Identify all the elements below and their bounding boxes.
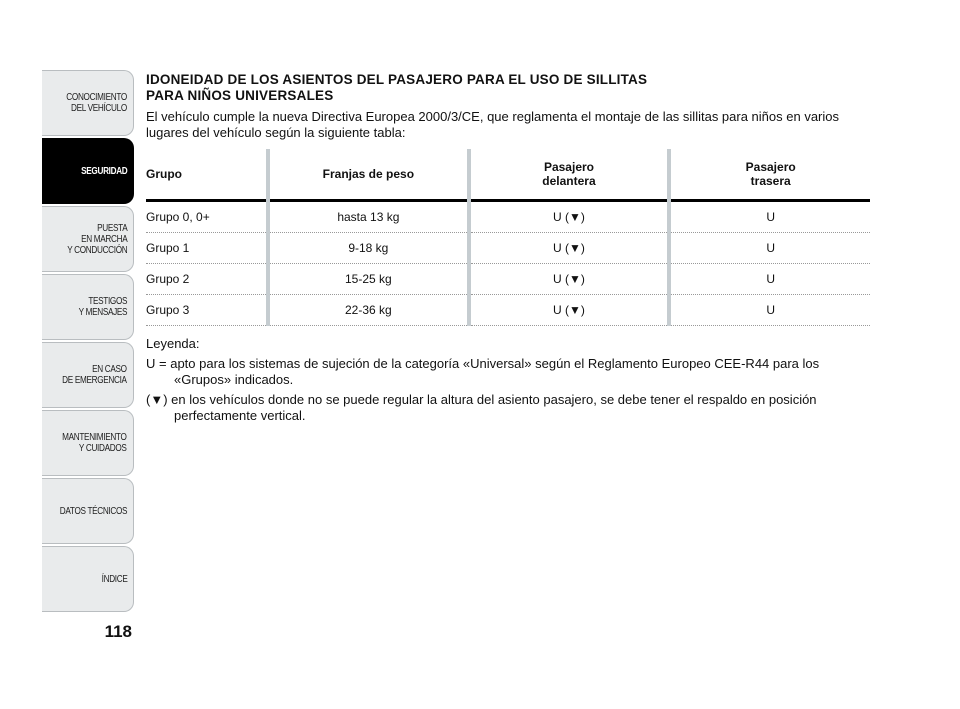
cell-grupo: Grupo 1 xyxy=(146,233,268,264)
cell-grupo: Grupo 2 xyxy=(146,264,268,295)
tab-seguridad[interactable] xyxy=(42,138,134,204)
tab-datos-tecnicos[interactable] xyxy=(42,478,134,544)
cell-trasera: U xyxy=(669,233,870,264)
cell-delantera: U (▼) xyxy=(469,201,670,233)
tab-label: CONOCIMIENTO DEL VEHÍCULO xyxy=(66,92,127,114)
table-row xyxy=(146,264,870,295)
legend-key: U = xyxy=(146,356,167,371)
tab-label: ÍNDICE xyxy=(101,573,127,585)
tab-label: TESTIGOS Y MENSAJES xyxy=(78,296,127,318)
tab-label: MANTENIMIENTO Y CUIDADOS xyxy=(62,432,127,454)
legend-item-triangle xyxy=(146,392,870,424)
cell-grupo: Grupo 3 xyxy=(146,295,268,326)
cell-trasera: U xyxy=(669,201,870,233)
section-title: IDONEIDAD DE LOS ASIENTOS DEL PASAJERO PARA EL USO DE SILLITAS PARA NIÑOS UNIVERSALES xyxy=(146,72,648,103)
tab-label: SEGURIDAD xyxy=(80,165,127,177)
header-pasajero-trasera: Pasajero trasera xyxy=(669,149,870,201)
intro-paragraph: El vehículo cumple la nueva Directiva Europea 2000/3/CE, que reglamenta el montaje de las sillitas para niños en varios lugares del vehículo según la siguiente tabla: xyxy=(146,109,839,140)
page-number: 118 xyxy=(104,622,132,641)
legend xyxy=(146,336,870,424)
tab-label: PUESTA EN MARCHA Y CONDUCCIÓN xyxy=(66,222,127,256)
legend-description: en los vehículos donde no se puede regular la altura del asiento pasajero, se debe tener el respaldo en posición xyxy=(171,392,817,407)
legend-item-u xyxy=(146,356,870,388)
table-row xyxy=(146,201,870,233)
table-header-row xyxy=(146,149,870,201)
cell-trasera: U xyxy=(669,295,870,326)
seat-suitability-table xyxy=(146,149,870,326)
legend-text xyxy=(146,392,870,424)
legend-heading: Leyenda: xyxy=(146,336,200,351)
table-row xyxy=(146,295,870,326)
tab-testigos-y-mensajes[interactable] xyxy=(42,274,134,340)
cell-delantera: U (▼) xyxy=(469,295,670,326)
table-row xyxy=(146,233,870,264)
cell-peso: 22-36 kg xyxy=(268,295,469,326)
header-grupo: Grupo xyxy=(146,149,268,201)
header-pasajero-delantera: Pasajero delantera xyxy=(469,149,670,201)
section-tabs xyxy=(42,70,134,614)
cell-delantera: U (▼) xyxy=(469,233,670,264)
cell-peso: 15-25 kg xyxy=(268,264,469,295)
cell-peso: hasta 13 kg xyxy=(268,201,469,233)
tab-puesta-en-marcha[interactable] xyxy=(42,206,134,272)
tab-mantenimiento-y-cuidados[interactable] xyxy=(42,410,134,476)
cell-trasera: U xyxy=(669,264,870,295)
tab-indice[interactable] xyxy=(42,546,134,612)
header-franjas-de-peso: Franjas de peso xyxy=(268,149,469,201)
legend-text xyxy=(146,356,870,388)
tab-conocimiento-del-vehiculo[interactable] xyxy=(42,70,134,136)
tab-label: EN CASO DE EMERGENCIA xyxy=(62,364,127,386)
tab-label: DATOS TÉCNICOS xyxy=(59,505,127,517)
main-content xyxy=(146,70,870,428)
legend-description-continued: perfectamente vertical. xyxy=(174,408,306,423)
legend-key: (▼) xyxy=(146,392,168,407)
legend-description-continued: «Grupos» indicados. xyxy=(174,372,294,387)
cell-delantera: U (▼) xyxy=(469,264,670,295)
tab-en-caso-de-emergencia[interactable] xyxy=(42,342,134,408)
cell-peso: 9-18 kg xyxy=(268,233,469,264)
cell-grupo: Grupo 0, 0+ xyxy=(146,201,268,233)
legend-description: apto para los sistemas de sujeción de la categoría «Universal» según el Reglamento Europeo CEE-R44 para los xyxy=(170,356,820,371)
